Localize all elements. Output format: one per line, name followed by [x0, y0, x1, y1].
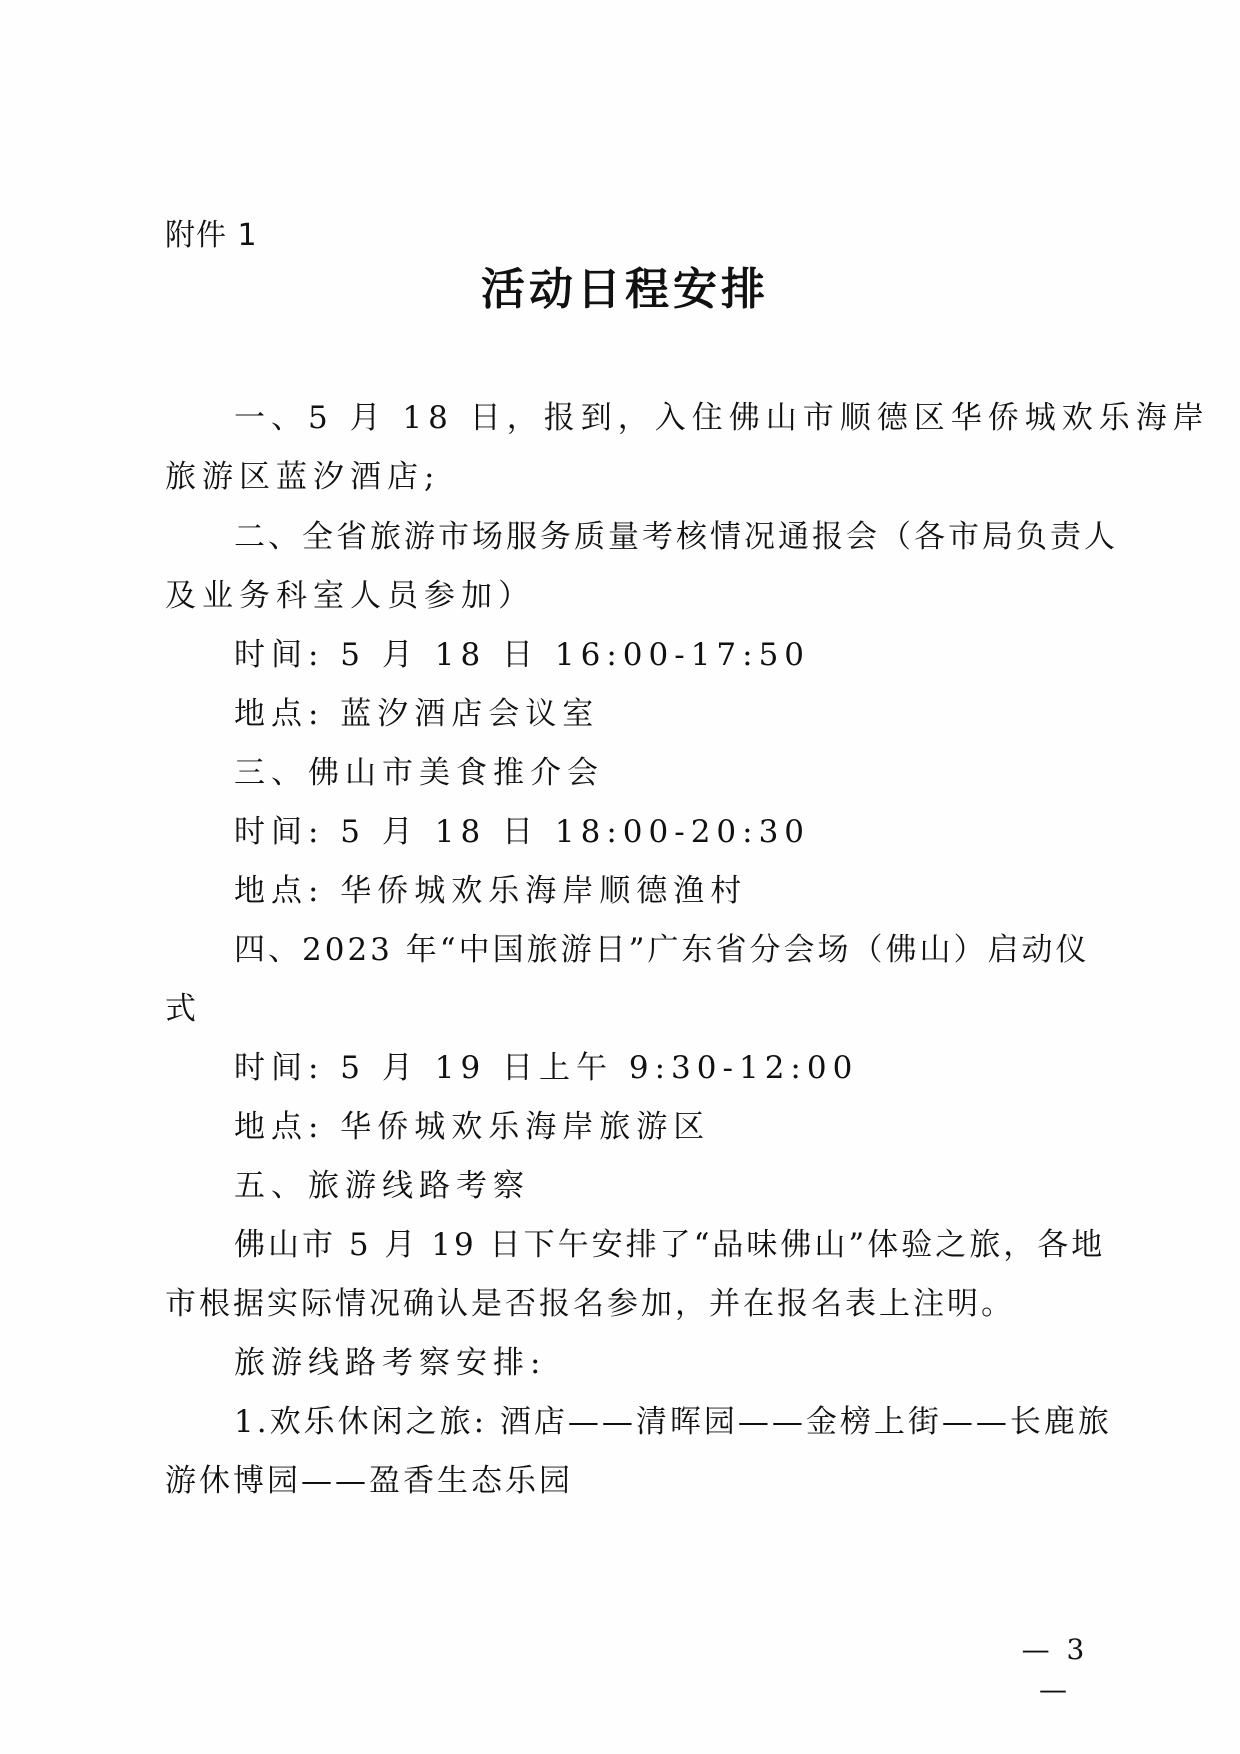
section-2-continuation: 及业务科室人员参加）: [165, 578, 535, 614]
section-5-paragraph-line-2: 市根据实际情况确认是否报名参加，并在报名表上注明。: [165, 1286, 1015, 1322]
route-1-line-1: 1.欢乐休闲之旅: 酒店——清晖园——金榜上街——长鹿旅: [234, 1404, 1112, 1440]
section-5-paragraph-line-1: 佛山市 5 月 19 日下午安排了“品味佛山”体验之旅，各地: [234, 1227, 1106, 1263]
section-3-heading: 三、佛山市美食推介会: [234, 755, 604, 791]
section-4-continuation: 式: [165, 991, 202, 1027]
page-title: 活动日程安排: [481, 264, 769, 315]
section-1-continuation: 旅游区蓝汐酒店;: [165, 459, 441, 495]
section-5-heading: 五、旅游线路考察: [234, 1168, 530, 1204]
section-4-heading: 四、2023 年“中国旅游日”广东省分会场（佛山）启动仪: [234, 932, 1090, 968]
page-number: — 3 —: [1021, 1633, 1089, 1706]
section-4-time: 时间: 5 月 19 日上午 9:30-12:00: [234, 1050, 859, 1086]
route-arrangement-label: 旅游线路考察安排:: [234, 1345, 547, 1381]
section-3-location: 地点: 华侨城欢乐海岸顺德渔村: [234, 873, 748, 909]
section-1-heading: 一、5 月 18 日，报到，入住佛山市顺德区华侨城欢乐海岸: [234, 400, 1210, 436]
section-3-time: 时间: 5 月 18 日 18:00-20:30: [234, 814, 811, 850]
attachment-label: 附件 1: [165, 218, 258, 253]
section-2-heading: 二、全省旅游市场服务质量考核情况通报会（各市局负责人: [234, 519, 1118, 555]
section-4-location: 地点: 华侨城欢乐海岸旅游区: [234, 1109, 711, 1145]
route-1-line-2: 游休博园——盈香生态乐园: [165, 1463, 573, 1499]
section-2-location: 地点: 蓝汐酒店会议室: [234, 696, 600, 732]
section-2-time: 时间: 5 月 18 日 16:00-17:50: [234, 637, 811, 673]
